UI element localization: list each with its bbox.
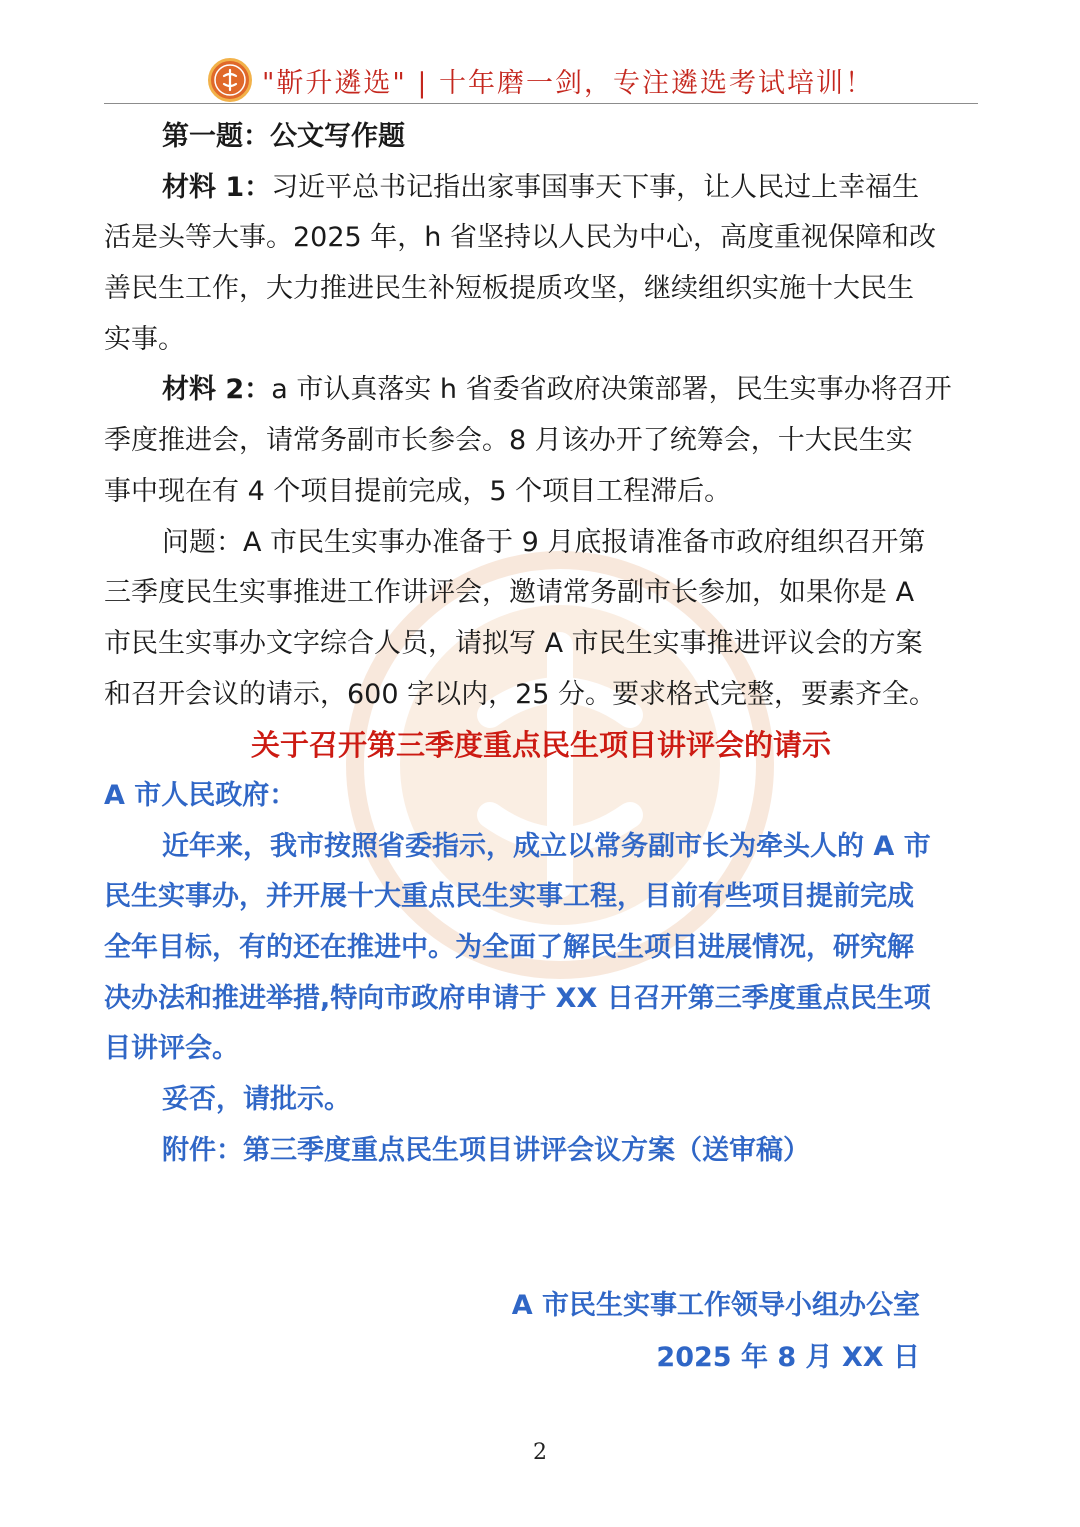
prompt-line: 问题：A 市民生实事办准备于 9 月底报请准备市政府组织召开第 [162,526,926,558]
answer-attachment: 附件：第三季度重点民生项目讲评会议方案（送审稿） [162,1134,810,1166]
answer-body-line: 决办法和推进举措,特向市政府申请于 XX 日召开第三季度重点民生项 [104,982,931,1014]
answer-body-line: 民生实事办，并开展十大重点民生实事工程，目前有些项目提前完成 [104,881,914,913]
header-slogan: "靳升遴选" | 十年磨一剑，专注遴选考试培训！ [261,67,875,99]
prompt-line: 市民生实事办文字综合人员，请拟写 A 市民生实事推进评议会的方案 [104,627,923,659]
header-divider [104,103,978,104]
material1-line: 善民生工作，大力推进民生补短板提质攻坚，继续组织实施十大民生 [104,273,914,305]
answer-body-line: 近年来，我市按照省委指示，成立以常务副市长为牵头人的 A 市 [162,830,931,862]
signature-org: A 市民生实事工作领导小组办公室 [511,1290,920,1321]
answer-body-line: 目讲评会。 [104,1033,239,1065]
signature-block [512,1280,920,1384]
material2-line: 事中现在有 4 个项目提前完成，5 个项目工程滞后。 [104,475,732,507]
material1-line [104,163,978,214]
material1-text: 习近平总书记指出家事国事天下事，让人民过上幸福生 [271,171,920,203]
material2-line [104,365,978,416]
material2-line: 季度推进会，请常务副市长参会。8 月该办开了统筹会，十大民生实 [104,425,913,457]
answer-body-line: 全年目标，有的还在推进中。为全面了解民生项目进展情况，研究解 [104,932,914,963]
brand-logo-icon [208,58,252,102]
question-heading: 第一题：公文写作题 [162,121,405,152]
material2-label: 材料 2： [162,374,272,406]
answer-closing: 妥否，请批示。 [162,1084,351,1116]
page-number: 2 [533,1440,547,1465]
signature-date: 2025 年 8 月 XX 日 [656,1342,920,1373]
material1-label: 材料 1： [162,171,272,203]
prompt-line: 三季度民生实事推进工作讲评会，邀请常务副市长参加，如果你是 A [104,577,915,609]
answer-addressee: A 市人民政府： [104,779,297,811]
answer-title: 关于召开第三季度重点民生项目讲评会的请示 [250,728,831,763]
material1-line: 活是头等大事。2025 年，h 省坚持以人民为中心，高度重视保障和改 [104,222,936,254]
document-body [104,112,978,1176]
material1-line: 实事。 [104,323,185,355]
prompt-line: 和召开会议的请示，600 字以内，25 分。要求格式完整，要素齐全。 [104,678,937,710]
page-header [104,54,978,106]
material2-text: a 市认真落实 h 省委省政府决策部署，民生实事办将召开 [271,374,952,406]
